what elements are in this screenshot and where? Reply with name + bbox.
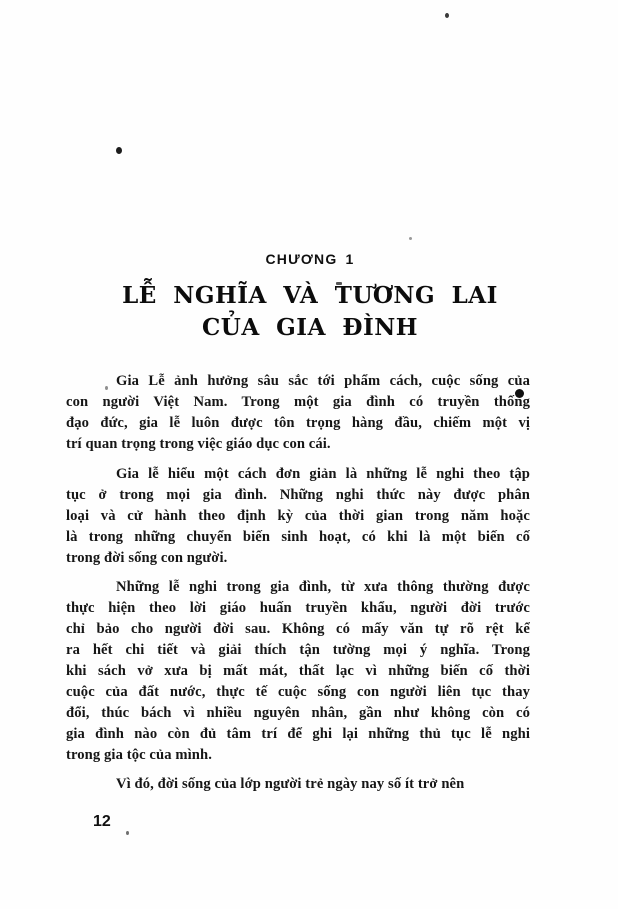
text-line: trong đời sống con người. bbox=[66, 550, 228, 566]
ink-speck bbox=[116, 147, 122, 154]
text-line: Những lễ nghi trong gia đình, từ xưa thông thường được bbox=[116, 579, 530, 595]
text-line: gia đình nào còn đủ tâm trí để ghi lại những thủ tục lễ nghi bbox=[66, 726, 530, 742]
chapter-title-line-1: LỄ NGHĨA VÀ TƯƠNG LAI bbox=[122, 282, 498, 309]
text-line: đạo đức, gia lễ luôn được tôn trọng hàng đầu, chiếm một vị bbox=[66, 415, 530, 431]
text-line: Gia Lễ ảnh hưởng sâu sắc tới phẩm cách, cuộc sống của bbox=[116, 373, 530, 389]
chapter-title-line-2: CỦA GIA ĐÌNH bbox=[201, 314, 419, 341]
ink-speck bbox=[409, 237, 412, 240]
ink-speck bbox=[445, 13, 449, 18]
text-line: khi sách vở xưa bị mất mát, thất lạc vì những biến cố thời bbox=[66, 663, 530, 679]
text-line: trí quan trọng trong việc giáo dục con cái. bbox=[66, 436, 331, 452]
chapter-heading: CHƯƠNG 1 bbox=[265, 251, 355, 267]
text-line: Vì đó, đời sống của lớp người trẻ ngày nay số ít trở nên bbox=[116, 776, 465, 792]
paragraph bbox=[66, 371, 530, 455]
text-line: con người Việt Nam. Trong một gia đình có truyền thống bbox=[66, 394, 530, 410]
text-line: cuộc của đất nước, thực tế cuộc sống con người liên tục thay bbox=[66, 684, 530, 700]
ink-speck bbox=[126, 831, 129, 835]
text-line: loại và cử hành theo định kỳ của thời gian trong năm hoặc bbox=[66, 508, 530, 524]
text-line: là trong những chuyển biến sinh hoạt, có khi là một biến cố bbox=[66, 529, 530, 545]
paragraph bbox=[66, 464, 530, 569]
text-line: thực hiện theo lời giáo huấn truyền khẩu, người đời trước bbox=[66, 600, 530, 616]
text-line: Gia lễ hiểu một cách đơn giản là những lễ nghi theo tập bbox=[116, 466, 530, 482]
text-line: tục ở trong mọi gia đình. Những nghi thức này được phân bbox=[66, 487, 530, 503]
text-line: đổi, thúc bách vì nhiều nguyên nhân, gần như không còn có bbox=[66, 705, 530, 721]
text-line: trong gia tộc của mình. bbox=[66, 747, 212, 763]
text-line: chỉ bảo cho người đời sau. Không có mấy văn tự rõ rệt kể bbox=[66, 621, 530, 637]
text-line: ra hết chi tiết và giải thích tận tường mọi ý nghĩa. Trong bbox=[66, 642, 530, 658]
page-number: 12 bbox=[93, 813, 111, 830]
paragraph bbox=[66, 577, 530, 766]
chapter-title bbox=[78, 280, 542, 344]
paragraph bbox=[66, 774, 530, 795]
